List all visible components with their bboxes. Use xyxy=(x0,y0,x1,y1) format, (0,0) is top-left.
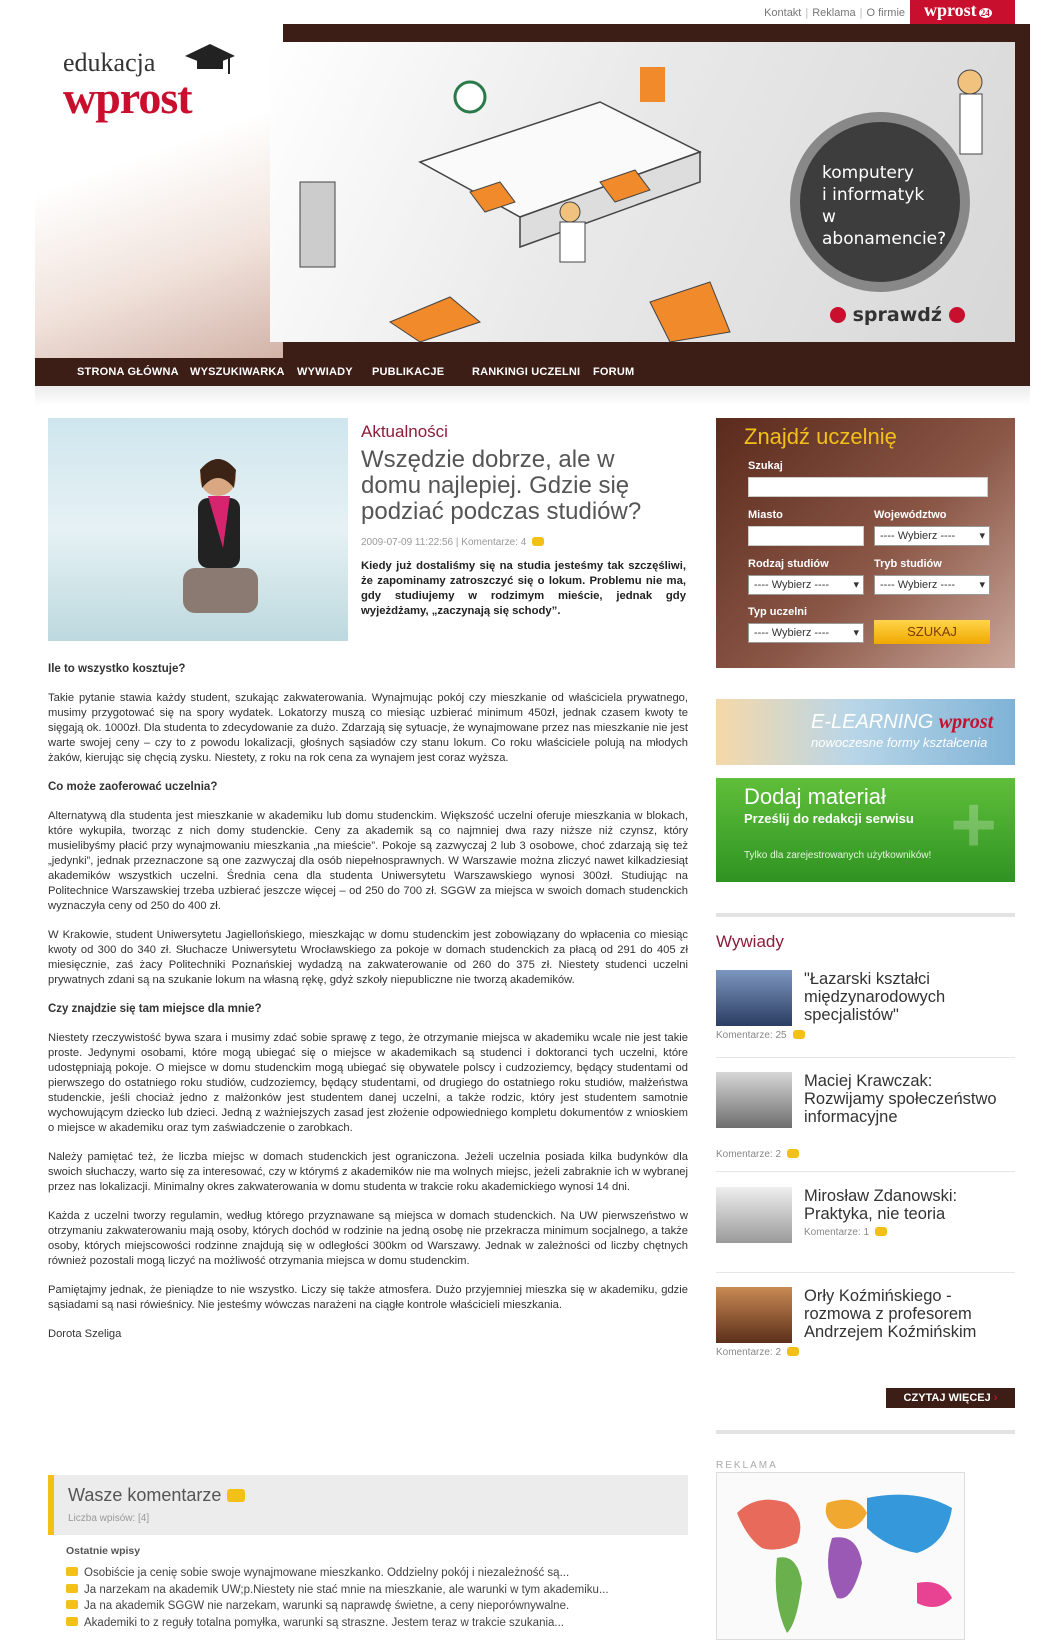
paragraph: Pamiętajmy jednak, że pieniądze to nie wszystko. Liczy się także atmosfera. Dużo przyjemniej mieszka się w akademiku, gdzie sąsiadami są nasi rówieśnicy. Nie jesteśmy wówczas narażeni na ciągłe kontrole właścicieli mieszkania. xyxy=(48,1284,688,1311)
comment-icon xyxy=(66,1617,78,1626)
interview-photo xyxy=(716,1187,792,1243)
plus-icon: + xyxy=(950,780,997,869)
link-reklama[interactable]: Reklama xyxy=(812,7,856,19)
section-heading: Ile to wszystko kosztuje? xyxy=(48,663,186,675)
university-type-select[interactable]: ---- Wybierz ---- ▾ xyxy=(748,623,864,643)
study-type-select[interactable]: ---- Wybierz ---- ▾ xyxy=(748,575,864,595)
article-category[interactable]: Aktualności xyxy=(361,422,448,441)
elearning-banner[interactable]: E-LEARNING wprost nowoczesne formy kształcenia xyxy=(716,699,1015,765)
paragraph: Alternatywą dla studenta jest mieszkanie w akademiku lub domu studenckim. Większość uczelni oferuje mieszkania w blokach, które wykupiła, tworząc z nich domy studenckie. Ceny za akademik są co najmniej dwa razy niższe niż czynsz, który musielibyśmy płacić przy wynajmowaniu mieszkania „na mieście”. Pokoje są zazwyczaj 2 lub 3 osobowe, choć zdarzają się też „jedynki”, jednak przeznaczone są one zazwyczaj dla osób niepełnosprawnych. W Warszawie można zliczyć nawet kilkadziesiąt akademików wszystkich uczelni. Średnia cena dla studenta Uniwersytetu Warszawskiego wynosi 300zł. Studiując na Politechnice Warszawskiej trzeba uzbierać jeszcze więcej – od 250 do 700 zł. SGGW za miejsca w swoich domach studenckich wyznaczyła ceny od 250 do 400 zł. xyxy=(48,810,688,912)
comment-icon xyxy=(227,1489,245,1502)
nav-rankingi[interactable]: RANKINGI UCZELNI xyxy=(472,366,581,378)
header xyxy=(35,24,1030,358)
interview-photo xyxy=(716,1287,792,1343)
article-meta: 2009-07-09 11:22:56 | Komentarze: 4 xyxy=(361,537,544,548)
search-button[interactable]: SZUKAJ xyxy=(874,620,990,644)
site-logo[interactable]: edukacja wprost xyxy=(63,48,192,123)
link-o-firmie[interactable]: O firmie xyxy=(866,7,905,19)
city-input[interactable] xyxy=(748,526,864,546)
article-title: Wszędzie dobrze, ale w domu najlepiej. Gdzie się podziać podczas studiów? xyxy=(361,446,642,525)
paragraph: Każda z uczelni tworzy regulamin, według którego przyznawane są miejsca w domach studenckich. Na UW pierwszeństwo w otrzymaniu zakwaterowaniu mają osoby, których dochód w rodzinie na jedną osobę nie przekracza minimum socjalnego, a także osoby, których miejscowości rodzinne znajdują się w odległości 300km od Warszawy. Jednak w zależności od liczby chętnych również pozostali mogą liczyć na możliwość otrzymania miejsca w domu studenckim. xyxy=(48,1210,688,1267)
main-nav xyxy=(35,358,1030,386)
nav-wywiady[interactable]: WYWIADY xyxy=(297,366,353,378)
find-university-widget: Znajdź uczelnię Szukaj Miasto Województwo ---- Wybierz ---- ▾ Rodzaj studiów ---- Wybierz ---- ▾ Tryb studiów ---- Wybierz ---- ▾ Typ uczelni ---- Wybierz ---- ▾ SZUKAJ xyxy=(716,418,1015,668)
list-item[interactable]: Akademiki to z reguły totalna pomyłka, warunki są straszne. Jestem teraz w trakcie szukania... xyxy=(66,1615,686,1632)
comment-icon xyxy=(793,1030,805,1039)
article-body xyxy=(48,662,688,1356)
nav-wyszukiwarka[interactable]: WYSZUKIWARKA xyxy=(190,366,285,378)
top-bar xyxy=(35,0,1030,24)
paragraph: W Krakowie, student Uniwersytetu Jagiellońskiego, mieszkając w domu studenckim jest zobowiązany do wpłacenia co miesiąc kwoty od 300 do 340 zł. Słuchacze Uniwersytetu Wrocławskiego za pokoje w domach studenckich za płacą od 291 do 405 zł miesięcznie, zaś żacy Politechniki Poznańskiej wydadzą na zakwaterowanie od 260 do 375 zł. Niestety studenci uczelni prywatnych zdani są na szukanie lokum na własną rękę, gdyż szkoły niepubliczne nie tworzą akademików. xyxy=(48,929,688,986)
list-item[interactable]: Osobiście ja cenię sobie swoje wynajmowane mieszkanko. Oddzielny pokój i niezależność są... xyxy=(66,1565,686,1582)
article-author: Dorota Szeliga xyxy=(48,1328,122,1340)
list-item[interactable]: Ja narzekam na akademik UW;p.Niestety nie stać mnie na mieszkanie, ale warunki w tym akademiku... xyxy=(66,1582,686,1599)
wprost24-logo[interactable]: wprost 24 xyxy=(910,0,1015,24)
paragraph: Należy pamiętać też, że liczba miejsc w domach studenckich jest ograniczona. Jeżeli uczelnia posiada kilka budynków dla swoich słuchaczy, warto się za interesować, czy w którymś z akademików nie ma wolnych miejsc, jeżeli zabraknie ich w wybranej przez nas lokalizacji. Minimalny okres zakwaterowania w domu studenta w trakcie roku akademickiego wynosi 14 dni. xyxy=(48,1151,688,1193)
paragraph: Takie pytanie stawia każdy student, szukając zakwaterowania. Wynajmując pokój czy mieszkanie od właściciela prywatnego, musimy przygotować się na spory wydatek. Lokatorzy muszą co miesiąc uzbierać minimum 450zł, jednak czasem kwoty te sięgają ok. 1000zł. Dla studenta to zdecydowanie za dużo. Zdarzają się sytuacje, że wynajmowane przez nas mieszkanie nie jest warte swojej ceny – czy to z powodu lokalizacji, głośnych sąsiadów czy stanu lokum. Co roku właściciele polują na młodych żaków, kierując się chęcią zysku. Niestety, z roku na rok cena za wynajem jest coraz wyższa. xyxy=(48,692,688,764)
nav-strona-glowna[interactable]: STRONA GŁÓWNA xyxy=(77,366,179,378)
promo-circle: komputery i informatyk w abonamencie? xyxy=(790,112,970,292)
comments-header: Wasze komentarze Liczba wpisów: [4] xyxy=(48,1475,688,1535)
comment-icon xyxy=(66,1600,78,1609)
read-more-button[interactable]: CZYTAJ WIĘCEJ › xyxy=(886,1388,1015,1408)
study-mode-select[interactable]: ---- Wybierz ---- ▾ xyxy=(874,575,990,595)
play-icon-right xyxy=(949,307,965,323)
interview-photo xyxy=(716,970,792,1026)
comment-icon xyxy=(66,1584,78,1593)
interviews-title: Wywiady xyxy=(716,932,784,951)
search-input[interactable] xyxy=(748,477,988,497)
header-logo-area xyxy=(35,24,283,358)
chevron-right-icon: › xyxy=(993,1392,998,1404)
section-heading: Co może zaoferować uczelnia? xyxy=(48,781,218,793)
ad-world-map[interactable] xyxy=(716,1472,965,1640)
interview-photo xyxy=(716,1072,792,1128)
article-lead: Kiedy już dostaliśmy się na studia jesteśmy tak szczęśliwi, że zapominamy zatroszczyć się o lokum. Problemu nie ma, gdy studiujemy w rodzimym mieście, jednak gdy wyjeżdżamy, „zaczynają się schody”. xyxy=(361,560,686,617)
link-kontakt[interactable]: Kontakt xyxy=(764,7,802,19)
comment-icon xyxy=(875,1227,887,1236)
world-map-image xyxy=(717,1473,965,1640)
list-item[interactable]: Ja na akademik SGGW nie narzekam, warunki są naprawdę świetne, a ceny nieporównywalne. xyxy=(66,1598,686,1615)
voivodeship-select[interactable]: ---- Wybierz ---- ▾ xyxy=(874,526,990,546)
nav-forum[interactable]: FORUM xyxy=(593,366,635,378)
comment-icon xyxy=(787,1347,799,1356)
top-links: Kontakt | Reklama | O firmie xyxy=(764,7,905,19)
ad-label: REKLAMA xyxy=(716,1460,778,1471)
nav-publikacje[interactable]: PUBLIKACJE xyxy=(372,366,445,378)
comment-icon xyxy=(66,1567,78,1576)
comment-icon xyxy=(787,1149,799,1158)
graduation-cap-icon xyxy=(185,42,235,76)
last-comments-label: Ostatnie wpisy xyxy=(66,1545,141,1557)
widget-title: Znajdź uczelnię xyxy=(744,424,897,449)
article-photo xyxy=(48,418,348,641)
sprawdz-link[interactable]: sprawdź xyxy=(830,304,965,326)
comments-count: Liczba wpisów: [4] xyxy=(68,1513,150,1524)
comment-icon[interactable] xyxy=(532,537,544,546)
promo-banner[interactable] xyxy=(270,42,1015,342)
section-heading: Czy znajdzie się tam miejsce dla mnie? xyxy=(48,1003,262,1015)
play-icon xyxy=(830,307,846,323)
add-material-banner[interactable]: + Dodaj materiał Prześlij do redakcji serwisu Tylko dla zarejestrowanych użytkowników! xyxy=(716,778,1015,882)
last-comments-list xyxy=(66,1565,686,1631)
paragraph: Niestety rzeczywistość bywa szara i musimy zdać sobie sprawę z tego, że otrzymanie miejsca w akademiku wcale nie jest takie proste. Jedynymi osobami, które mogą ubiegać się o miejsce w akademikach są studenci i doktoranci tych uczelni, które udostępniają pokoje. O miejsce w domu studenckim mogą ubiegać się obywatele polscy i cudzoziemcy, będący studentami od pierwszego do ostatniego roku studiów, cudzoziemcy, będący studentami, od drugiego do ostatniego roku studiów, małżeństwa studenckie, jeśli chociaż jedno z małżonków jest studentem danej uczelni, a także rodzic, który jest studentem samotnie wychowującym dziecko lub dzieci. Jedną z ważniejszych zasad jest złożenie odpowiedniego kompletu dokumentów z wnioskiem o miejsce w akademiku oraz tym zaświadczenie o zarobkach. xyxy=(48,1032,688,1134)
